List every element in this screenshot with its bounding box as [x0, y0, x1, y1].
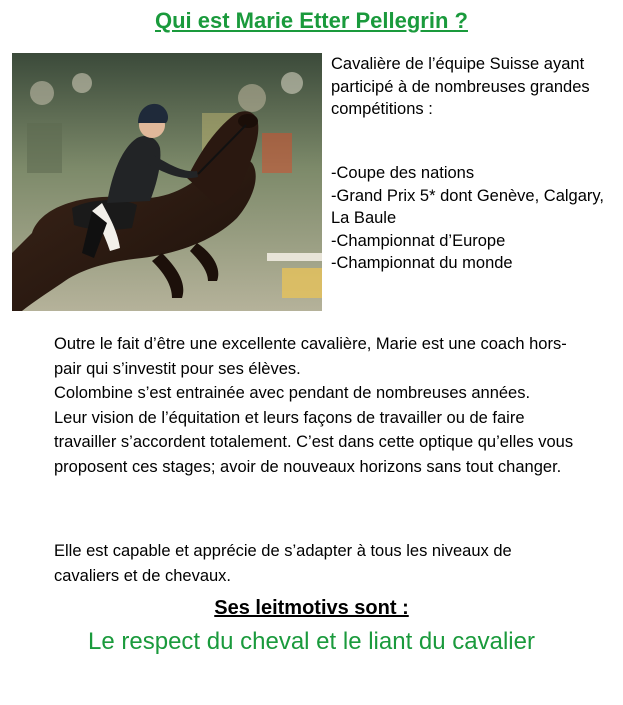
- competitions-list: [331, 162, 616, 275]
- show-jumping-illustration: [12, 53, 322, 311]
- list-item: -Grand Prix 5* dont Genève, Calgary, La Baule: [331, 186, 604, 227]
- body-line: Colombine s’est entrainée avec pendant de nombreuses années.: [54, 384, 531, 402]
- body-line: Outre le fait d’être une excellente cavalière, Marie est une coach hors-pair qui s’investit pour ses élèves.: [54, 335, 567, 378]
- body-paragraph-2: Elle est capable et apprécie de s’adapter à tous les niveaux de cavaliers et de chevaux.: [54, 542, 512, 585]
- body-line: Leur vision de l’équitation et leurs façons de travailler ou de faire travailler s’accordent totalement. C’est dans cette optique qu’elles vous proposent ces stages; avoir de nouveaux horizons sans tout changer.: [54, 408, 574, 476]
- list-item: -Championnat d’Europe: [331, 231, 506, 250]
- motto-text: Le respect du cheval et le liant du cavalier: [88, 628, 535, 655]
- rider-horse-photo: [12, 53, 322, 311]
- body-paragraph-1: [54, 332, 574, 479]
- intro-text: Cavalière de l’équipe Suisse ayant participé à de nombreuses grandes compétitions :: [331, 55, 590, 118]
- leitmotiv-heading: Ses leitmotivs sont :: [214, 597, 409, 619]
- page-title: Qui est Marie Etter Pellegrin ?: [155, 8, 468, 33]
- list-item: -Championnat du monde: [331, 254, 513, 272]
- list-item: -Coupe des nations: [331, 164, 475, 182]
